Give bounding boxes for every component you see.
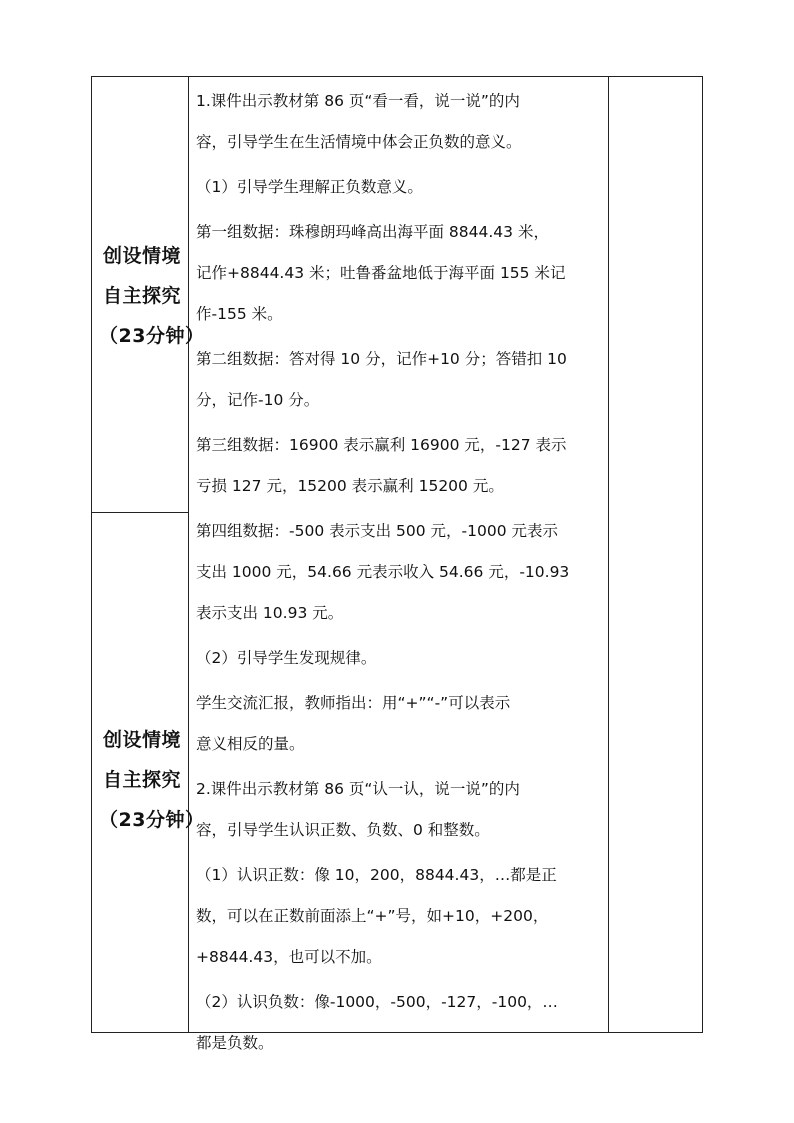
paragraph-11 bbox=[196, 982, 606, 1064]
paragraph-8-line-2: 意义相反的量。 bbox=[196, 735, 305, 753]
paragraph-3-line-3: 作-155 米。 bbox=[196, 305, 283, 323]
paragraph-11-line-1: （2）认识负数：像-1000，-500，-127，-100，… bbox=[196, 993, 558, 1011]
paragraph-4 bbox=[196, 339, 606, 421]
paragraph-3 bbox=[196, 212, 606, 335]
stage-cell-2-line-2: 自主探究 bbox=[103, 769, 182, 791]
teaching-content-cell bbox=[196, 81, 606, 1068]
paragraph-4-line-1: 第二组数据：答对得 10 分，记作+10 分；答错扣 10 bbox=[196, 350, 567, 368]
paragraph-8 bbox=[196, 683, 606, 765]
stage-cell-1-line-3: （23分钟） bbox=[99, 325, 205, 347]
paragraph-9-line-2: 容，引导学生认识正数、负数、0 和整数。 bbox=[196, 821, 490, 839]
paragraph-5 bbox=[196, 425, 606, 507]
paragraph-6-line-2: 支出 1000 元，54.66 元表示收入 54.66 元，-10.93 bbox=[196, 563, 570, 581]
stage-cell-1-line-1: 创设情境 bbox=[103, 245, 182, 267]
paragraph-5-line-1: 第三组数据：16900 表示赢利 16900 元，-127 表示 bbox=[196, 436, 567, 454]
paragraph-7 bbox=[196, 638, 606, 679]
table-left-border bbox=[91, 76, 92, 1033]
paragraph-1-line-1: 1.课件出示教材第 86 页“看一看，说一说”的内 bbox=[196, 92, 520, 110]
paragraph-2 bbox=[196, 167, 606, 208]
table-right-border bbox=[702, 76, 703, 1033]
column-divider-2 bbox=[608, 76, 609, 1033]
paragraph-3-line-2: 记作+8844.43 米；吐鲁番盆地低于海平面 155 米记 bbox=[196, 264, 566, 282]
column-divider-1 bbox=[188, 76, 189, 1033]
paragraph-9-line-1: 2.课件出示教材第 86 页“认一认，说一说”的内 bbox=[196, 780, 520, 798]
paragraph-4-line-2: 分，记作-10 分。 bbox=[196, 391, 320, 409]
paragraph-6-line-1: 第四组数据：-500 表示支出 500 元，-1000 元表示 bbox=[196, 522, 559, 540]
stage-cell-1-line-2: 自主探究 bbox=[103, 285, 182, 307]
paragraph-2-line-1: （1）引导学生理解正负数意义。 bbox=[196, 178, 423, 196]
stage-cell-2-line-3: （23分钟） bbox=[99, 809, 205, 831]
stage-cell-2 bbox=[99, 720, 205, 840]
paragraph-6-line-3: 表示支出 10.93 元。 bbox=[196, 604, 344, 622]
stage-cell-divider bbox=[91, 512, 188, 513]
paragraph-10 bbox=[196, 855, 606, 978]
paragraph-1-line-2: 容，引导学生在生活情境中体会正负数的意义。 bbox=[196, 133, 522, 151]
stage-cell-2-line-1: 创设情境 bbox=[103, 729, 182, 751]
notes-cell bbox=[612, 80, 698, 1028]
paragraph-1 bbox=[196, 81, 606, 163]
paragraph-9 bbox=[196, 769, 606, 851]
paragraph-8-line-1: 学生交流汇报，教师指出：用“+”“-”可以表示 bbox=[196, 694, 511, 712]
paragraph-6 bbox=[196, 511, 606, 634]
paragraph-5-line-2: 亏损 127 元，15200 表示赢利 15200 元。 bbox=[196, 477, 504, 495]
paragraph-7-line-1: （2）引导学生发现规律。 bbox=[196, 649, 377, 667]
paragraph-3-line-1: 第一组数据：珠穆朗玛峰高出海平面 8844.43 米， bbox=[196, 223, 549, 241]
table-top-border bbox=[91, 76, 703, 77]
paragraph-10-line-1: （1）认识正数：像 10，200，8844.43，…都是正 bbox=[196, 866, 557, 884]
paragraph-10-line-2: 数，可以在正数前面添上“+”号，如+10，+200， bbox=[196, 907, 549, 925]
paragraph-11-line-2: 都是负数。 bbox=[196, 1034, 274, 1052]
stage-cell-1 bbox=[99, 236, 205, 356]
paragraph-10-line-3: +8844.43，也可以不加。 bbox=[196, 948, 382, 966]
